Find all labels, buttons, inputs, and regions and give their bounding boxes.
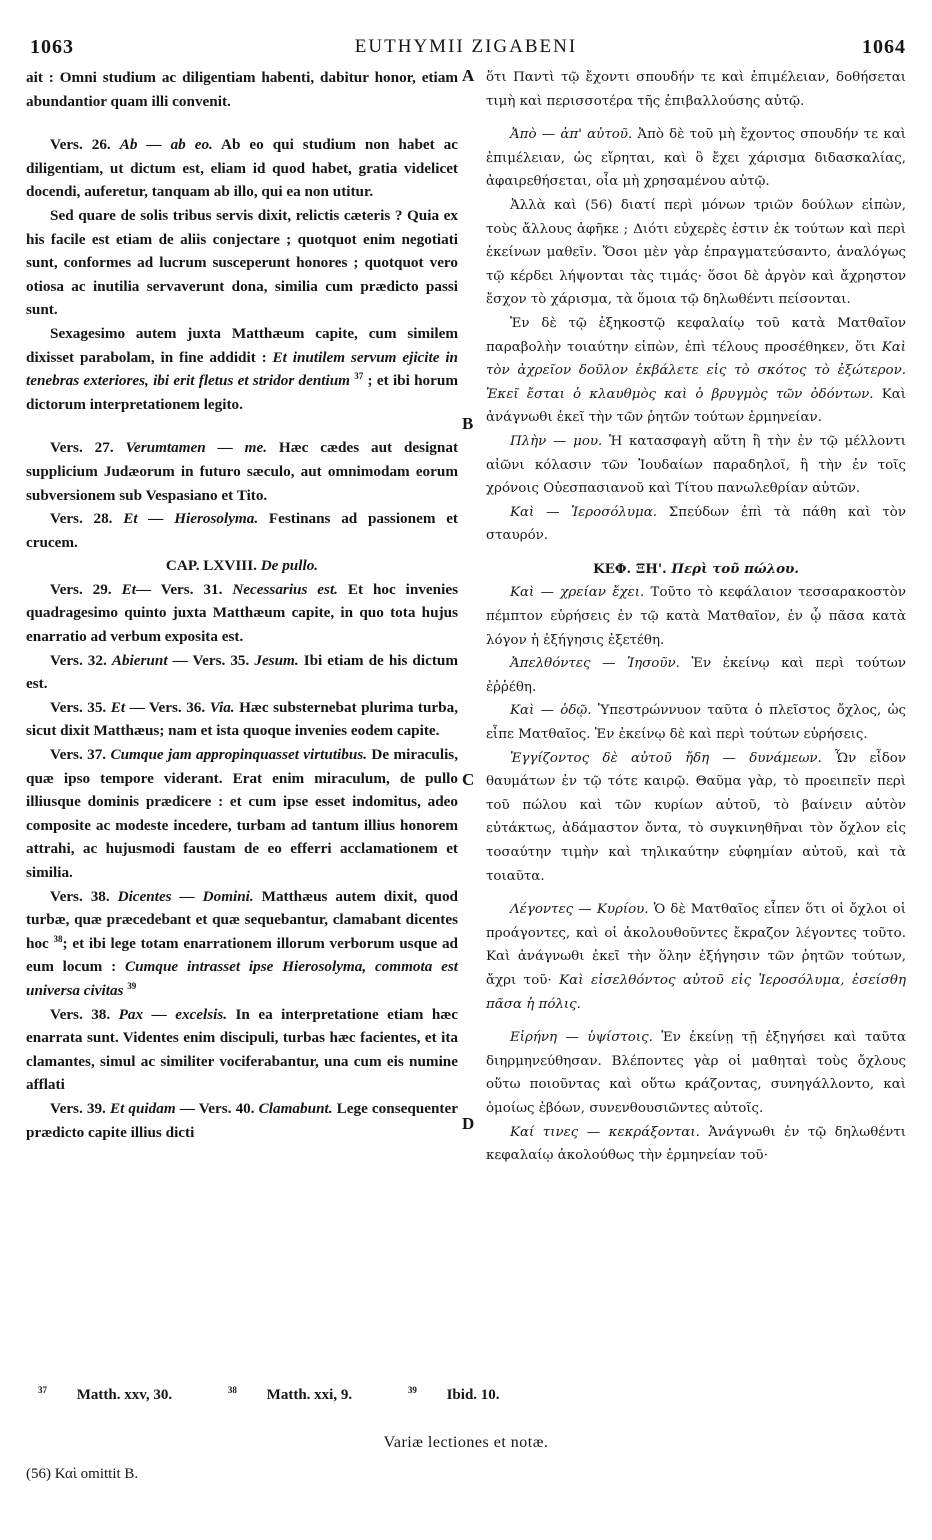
latin-paragraph: ait : Omni studium ac diligentiam habenti, dabitur honor, etiam abundantior quam illi convenit. (26, 69, 458, 110)
variants-heading: Variæ lectiones et notæ. (383, 1434, 549, 1451)
greek-chapter-heading: ΚΕΦ. ΞΗ'. Περὶ τοῦ πώλου. (593, 560, 799, 577)
greek-paragraph: Ἀπὸ — ἀπ' αὐτοῦ. Ἀπὸ δὲ τοῦ μὴ ἔχοντος σπουδήν τε καὶ ἐπιμέλειαν, ὡς εἴρηται, καὶ ὃ ἔχει χάρισμα διδασκαλίας, ἀφαιρεθήσεται, οἷα μὴ χρησαμένου αὐτῷ. (486, 127, 906, 190)
margin-letter-a: A (462, 66, 475, 85)
footnote-38: $^{38}$ Matth. xxi, 9. (227, 1385, 353, 1403)
greek-paragraph: Καὶ — ὁδῷ. Ὑπεστρώννυον ταῦτα ὁ πλεῖστος ὄχλος, ὡς εἶπε Ματθαῖος. Ἐν ἐκείνῳ δὲ καὶ περὶ τούτων εὑρήσεις. (486, 703, 907, 743)
greek-column (486, 66, 906, 1168)
running-head (26, 36, 906, 62)
page-number-left: 1063 (30, 36, 74, 58)
greek-paragraph: Ἐν δὲ τῷ ἑξηκοστῷ κεφαλαίῳ τοῦ κατὰ Ματθαῖον παραβολὴν τοιαύτην εἰπὼν, ἐπὶ τέλους προσέθηκεν, ὅτι Καὶ τὸν ἀχρεῖον δοῦλον ἐκβάλετε εἰς τὸ σκότος τὸ ἐξώτερον. Ἐκεῖ ἔσται ὁ κλαυθμὸς καὶ ὁ βρυγμὸς τῶν ὀδόντων. Καὶ ἀνάγνωθι ἐκεῖ τὴν τῶν ῥητῶν τούτων ἑρμηνείαν. (486, 315, 906, 426)
latin-paragraph: Vers. 39. Et quidam — Vers. 40. Clamabunt. Lege consequenter prædicto capite illius dicti (26, 1099, 458, 1141)
footnotes (38, 1387, 552, 1404)
running-title: EUTHYMII ZIGABENI (354, 36, 578, 57)
greek-paragraph: Ἀλλὰ καὶ (56) διατί περὶ μόνων τριῶν δούλων εἰπὼν, τοὺς ἄλλους ἀφῆκε ; Διότι εὐχερὲς ἐστιν ἐκ τούτων καὶ περὶ ἐκείνων μαθεῖν. Ὅσοι μὲν γὰρ ἐπραγματεύσαντο, ἀναλόγως τῷ κέρδει λήψονται τὰς τιμάς· ὅσοι δὲ ἀργὸν καὶ ἄχρηστον ἔσχον τὸ χάρισμα, τὰ ὅμοια τῷ δηλωθέντι πείσονται. (486, 197, 906, 308)
footnote-39: $^{39}$ Ibid. 10. (407, 1385, 500, 1403)
latin-paragraph: Vers. 38. Pax — excelsis. In ea interpretatione etiam hæc enarrata sunt. Videntes enim discipuli, turbas hæc facientes, et ita clamantes, simul ac similiter vociferabantur, una cum eis numine afflati (26, 1005, 458, 1094)
greek-paragraph: Καὶ — Ἱεροσόλυμα. Σπεύδων ἐπὶ τὰ πάθη καὶ τὸν σταυρόν. (486, 504, 906, 544)
footnote-ref: 37 (354, 371, 364, 382)
margin-letter-d: D (462, 1114, 475, 1133)
latin-paragraph: Vers. 37. Cumque jam appropinquasset virtutibus. De miraculis, quæ ipso tempore viderant. Erat enim miraculum, de pullo illiusque dominis prædicere : et cum ipse esset indomitus, adeo composite ac modeste incedere, turbam ad tantum illius honorem attrahi, ac hujusmodi faustam de eo efferri acclamationem et similia. (26, 746, 458, 881)
greek-paragraph: Λέγοντες — Κυρίου. Ὁ δὲ Ματθαῖος εἶπεν ὅτι οἱ ὄχλοι οἱ προάγοντες, καὶ οἱ ἀκολουθοῦντες ἔκραζον λέγοντες τοῦτο. Καὶ ἀνάγνωθι ἐκεῖ τὴν ὅλην ἐξήγησιν τῶν ῥητῶν τούτων, ἄχρι τοῦ· Καὶ εἰσελθόντος αὐτοῦ εἰς Ἱεροσόλυμα, ἐσείσθη πᾶσα ἡ πόλις. (486, 902, 906, 1012)
latin-paragraph: Vers. 35. Et — Vers. 36. Via. Hæc substernebat plurima turba, sicut dixit Matthæus; nam et ista quoque invenies eodem capite. (26, 698, 458, 740)
latin-column (26, 66, 458, 1144)
greek-paragraph: Εἰρήνη — ὑψίστοις. Ἐν ἐκείνῃ τῇ ἐξηγήσει καὶ ταῦτα διηρμηνεύθησαν. Βλέποντες γὰρ οἱ μαθηταὶ τοὺς ὄχλους οὕτω ποιοῦντας καὶ οὕτω κράζοντας, συνηγάλλοντο, καὶ ὁμοίως ἐβόων, συνενθουσιῶντες αὐτοῖς. (486, 1030, 906, 1116)
variant-note: (56) Καὶ omittit B. (26, 1466, 139, 1482)
footnote-ref: 39 (127, 980, 137, 991)
greek-paragraph: Καί τινες — κεκράξονται. Ἀνάγνωθι ἐν τῷ δηλωθέντι κεφαλαίῳ ἀκολούθως τὴν ἑρμηνείαν τοῦ· (486, 1124, 907, 1164)
greek-paragraph: Πλὴν — μου. Ἡ κατασφαγὴ αὕτη ἢ τὴν ἐν τῷ μέλλοντι αἰῶνι κόλασιν τῶν Ἰουδαίων παραδηλοῖ, ἢ τὴν ἐν τοῖς χρόνοις Οὐεσπασιανοῦ καὶ Τίτου πανωλεθρίαν αὐτῶν. (486, 433, 906, 497)
margin-letter-b: B (462, 414, 474, 433)
latin-paragraph: Vers. 26. Ab — ab eo. Ab eo qui studium non habet ac diligentiam, ut dictum est, eliam id quod habet, gratia videlicet docendi, auferetur, tanquam ab illo, qui ea non utitur. (26, 136, 458, 201)
latin-paragraph: Sexagesimo autem juxta Matthæum capite, cum similem dixisset parabolam, in fine addidit : Et inutilem servum ejicite in tenebras exteriores, ibi erit fletus et stridor dentium $^{37}$ ; et ibi horum dictorum interpretationem legito. (26, 324, 458, 413)
latin-paragraph: Sed quare de solis tribus servis dixit, relictis cæteris ? Quia ex his facile est etiam de aliis conjectare ; quotquot enim negotiati sunt, conformes ad lucrum susceperunt honores ; quotquot vero otiosa ac inutilia servaverunt dona, similia cum prædicto passi sunt. (26, 206, 458, 319)
footnote-37: $^{37}$ Matth. xxv, 30. (38, 1385, 173, 1403)
latin-paragraph: Vers. 29. Et— Vers. 31. Necessarius est. Et hoc invenies quadragesimo quinto juxta Matthæum capite, in quo tota hujus enarratio ad verbum exposita est. (26, 580, 458, 646)
page-number-right: 1064 (862, 36, 906, 58)
greek-paragraph: ὅτι Παντὶ τῷ ἔχοντι σπουδήν τε καὶ ἐπιμέλειαν, δοθήσεται τιμὴ καὶ περισσοτέρα τῆς ἐπιβαλλούσης αὐτῷ. (486, 70, 906, 109)
footnote-ref: 38 (53, 933, 63, 944)
latin-paragraph: Vers. 28. Et — Hierosolyma. Festinans ad passionem et crucem. (26, 510, 458, 551)
greek-paragraph: Καὶ — χρείαν ἔχει. Τοῦτο τὸ κεφάλαιον τεσσαρακοστὸν πέμπτον εὑρήσεις ἐν τῷ κατὰ Ματθαῖον, ἐν ᾧ πᾶσα κατὰ λόγον ἡ ἐξήγησις ἐξετέθη. (486, 585, 906, 648)
latin-paragraph: Vers. 27. Verumtamen — me. Hæc cædes aut designat supplicium Judæorum in futuro sæculo, aut omnimodam eorum subversionem sub Vespasiano et Tito. (26, 439, 458, 504)
latin-paragraph: Vers. 32. Abierunt — Vers. 35. Jesum. Ibi etiam de his dictum est. (26, 651, 458, 693)
greek-paragraph: Ἀπελθόντες — Ἰησοῦν. Ἐν ἐκείνῳ καὶ περὶ τούτων ἐῤῥέθη. (486, 656, 906, 695)
latin-paragraph: Vers. 38. Dicentes — Domini. Matthæus autem dixit, quod turbæ, quæ præcedebant et quæ sequebantur, clamabant dicentes hoc $^{38}$; et ibi lege totam enarrationem illorum verborum usque ad eum locum : Cumque intrasset ipse Hierosolyma, commota est universa civitas $^{39}$ (26, 887, 459, 999)
latin-chapter-heading: CAP. LXVIII. De pullo. (165, 557, 319, 575)
greek-paragraph: Ἐγγίζοντος δὲ αὐτοῦ ἤδη — δυνάμεων. Ὧν εἶδον θαυμάτων ἐν τῷ τότε καιρῷ. Θαῦμα γὰρ, τὸ προειπεῖν περὶ τοῦ πώλου καὶ τῶν κυρίων αὐτοῦ, τὸ βαίνειν αὐτὸν εὐτάκτως, ἀδάμαστον ὄντα, τὸ συγκινηθῆναι τὸν ὄχλον εἰς τοσαύτην τιμὴν καὶ τηλικαύτην εὐφημίαν αὐτοῦ, καὶ τὰ τοιαῦτα. (486, 750, 906, 884)
margin-letter-c: C (462, 770, 475, 789)
